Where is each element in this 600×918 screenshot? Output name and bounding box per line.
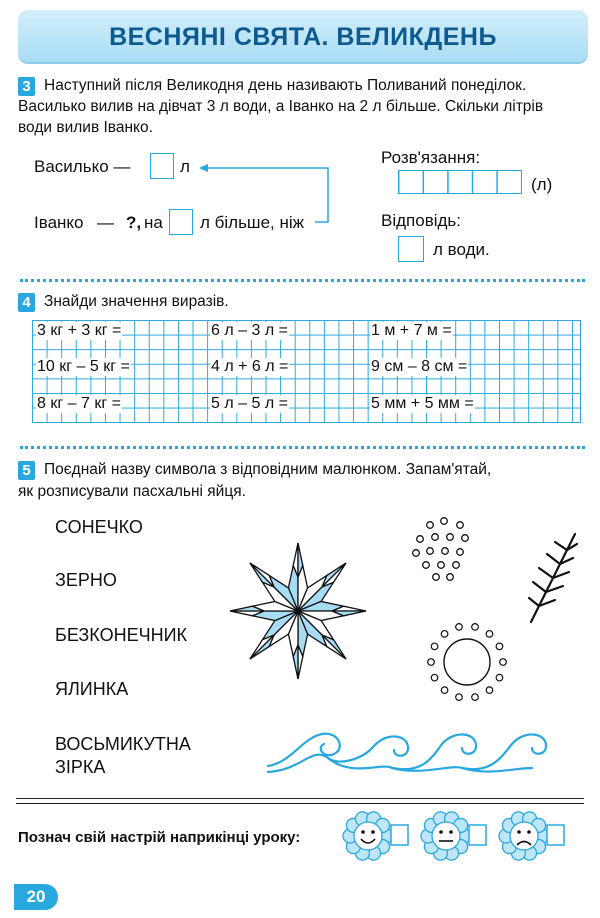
vasylko-label: Василько — bbox=[34, 157, 131, 176]
expression: 8 кг – 7 кг = bbox=[37, 395, 121, 412]
mood-face-sad[interactable] bbox=[499, 812, 549, 860]
task-number: 4 bbox=[18, 293, 35, 312]
expression: 9 см – 8 см = bbox=[371, 358, 468, 375]
solution-grid[interactable] bbox=[398, 170, 522, 194]
task3-text-line2: Василько вилив на дівчат 3 л води, а Іванко на 2 л більше. Скільки літрів bbox=[18, 98, 544, 115]
symbol-name-zirka: ЗІРКА bbox=[55, 757, 106, 777]
star-segment bbox=[250, 563, 274, 587]
page-title: ВЕСНЯНІ СВЯТА. ВЕЛИКДЕНЬ bbox=[109, 23, 497, 51]
sun-dot bbox=[441, 631, 448, 638]
more-than-label: л більше, ніж bbox=[200, 213, 305, 232]
expression: 5 мм + 5 мм = bbox=[371, 395, 474, 412]
answer-unit: л води. bbox=[433, 240, 490, 259]
solution-unit: (л) bbox=[531, 175, 553, 194]
mood-checkbox[interactable] bbox=[547, 825, 564, 845]
symbol-name-sonechko[interactable]: СОНЕЧКО bbox=[55, 517, 143, 537]
sun-dot bbox=[500, 659, 507, 666]
solution-label: Розв'язання: bbox=[381, 148, 481, 167]
sun-dot bbox=[441, 687, 448, 694]
ivanko-label: Іванко bbox=[34, 213, 84, 232]
symbol-name-yalynka[interactable]: ЯЛИНКА bbox=[55, 679, 129, 699]
symbol-name-zerno[interactable]: ЗЕРНО bbox=[55, 570, 117, 590]
vasylko-answer-box[interactable] bbox=[150, 153, 174, 179]
task4-instruction: Знайди значення виразів. bbox=[44, 293, 229, 310]
page-number: 20 bbox=[14, 884, 58, 910]
answer-label: Відповідь: bbox=[381, 211, 462, 230]
mood-face-neutral[interactable] bbox=[421, 812, 471, 860]
mood-faces bbox=[338, 804, 588, 872]
sun-dot bbox=[496, 674, 503, 681]
unit-label: л bbox=[180, 157, 190, 176]
sun-dot bbox=[431, 674, 438, 681]
footer-separator bbox=[16, 798, 584, 799]
sun-dot bbox=[428, 659, 435, 666]
question-mark: ?, bbox=[126, 213, 142, 232]
star-segment bbox=[250, 635, 274, 659]
comparison-arrow bbox=[195, 160, 335, 230]
expression: 3 кг + 3 кг = bbox=[37, 322, 122, 339]
expression: 4 л + 6 л = bbox=[211, 358, 289, 375]
task5-text-line1: Поєднай назву символа з відповідним малюнком. Запам'ятай, bbox=[44, 461, 492, 478]
task5-text-line2: як розписували пасхальні яйця. bbox=[18, 483, 246, 500]
dash: — bbox=[97, 213, 114, 232]
expression: 1 м + 7 м = bbox=[371, 322, 452, 339]
sun-dot bbox=[456, 624, 463, 631]
mood-face-happy[interactable] bbox=[343, 812, 393, 860]
expression: 6 л – 3 л = bbox=[211, 322, 288, 339]
expression: 5 л – 5 л = bbox=[211, 395, 288, 412]
star-segment bbox=[322, 635, 346, 659]
expression: 10 кг – 5 кг = bbox=[37, 358, 130, 375]
mood-checkbox[interactable] bbox=[469, 825, 486, 845]
task-number: 5 bbox=[18, 461, 35, 480]
task3-text-line1: Наступний після Великодня день називають Поливаний понеділок. bbox=[44, 77, 527, 94]
sun-dot bbox=[472, 624, 479, 631]
mood-label: Познач свій настрій наприкінці уроку: bbox=[18, 829, 301, 846]
task-number: 3 bbox=[18, 77, 35, 96]
task3-text-line3: води вилив Іванко. bbox=[18, 119, 153, 136]
sun-dot bbox=[456, 694, 463, 701]
sun-dot bbox=[431, 643, 438, 650]
sun-dot bbox=[496, 643, 503, 650]
divider bbox=[20, 279, 585, 282]
sun-drawing[interactable] bbox=[420, 620, 520, 710]
eight-pointed-star-drawing[interactable] bbox=[228, 541, 368, 681]
mood-checkbox[interactable] bbox=[391, 825, 408, 845]
sun-dot bbox=[472, 694, 479, 701]
star-segment bbox=[322, 563, 346, 587]
on-label: на bbox=[144, 213, 163, 232]
symbol-name-vosmykutna[interactable]: ВОСЬМИКУТНА bbox=[55, 734, 191, 754]
fir-branch-drawing[interactable] bbox=[525, 528, 585, 628]
sun-dot bbox=[486, 687, 493, 694]
divider bbox=[20, 446, 585, 449]
difference-box[interactable] bbox=[169, 209, 193, 235]
sun-dot bbox=[486, 631, 493, 638]
symbol-name-bezkonechnyk[interactable]: БЕЗКОНЕЧНИК bbox=[55, 625, 188, 645]
grain-drawing[interactable] bbox=[408, 515, 478, 585]
endless-wave-drawing[interactable] bbox=[262, 718, 552, 778]
answer-box[interactable] bbox=[398, 236, 424, 262]
